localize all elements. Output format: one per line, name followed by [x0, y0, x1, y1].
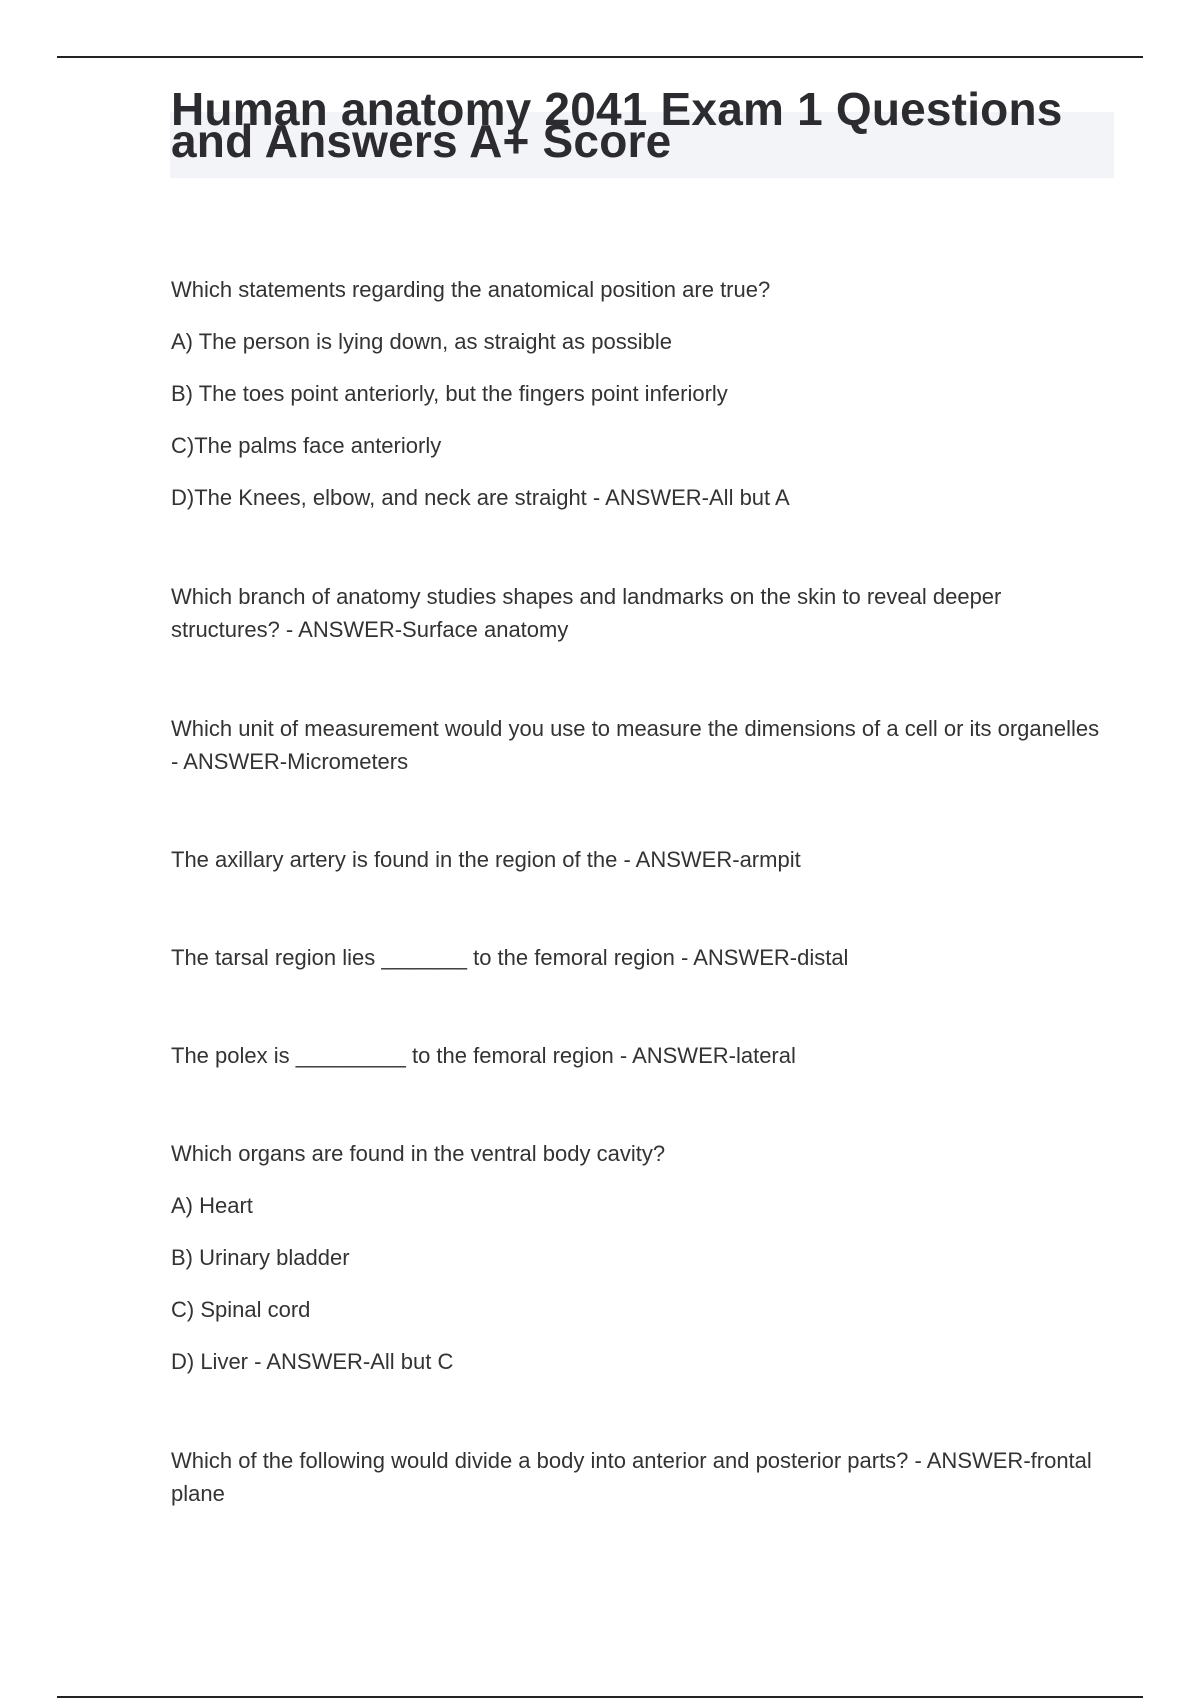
qa-item [171, 1040, 1101, 1072]
question-text: The axillary artery is found in the region of the - ANSWER-armpit [171, 847, 801, 872]
document-title: Human anatomy 2041 Exam 1 Questions and Answers A+ Score [171, 83, 1063, 167]
answer-option: B) Urinary bladder [171, 1245, 350, 1270]
question-text: The tarsal region lies _______ to the femoral region - ANSWER-distal [171, 945, 849, 970]
document-body [171, 274, 1101, 1510]
question-text: Which of the following would divide a body into anterior and posterior parts? - ANSWER-frontal plane [171, 1448, 1092, 1506]
answer-option: A) The person is lying down, as straight as possible [171, 329, 672, 354]
top-rule [57, 56, 1143, 58]
qa-item [171, 1138, 1101, 1378]
qa-item [171, 1444, 1101, 1510]
question-text: Which statements regarding the anatomical position are true? [171, 277, 771, 302]
question-text: Which unit of measurement would you use to measure the dimensions of a cell or its organelles - ANSWER-Micrometers [171, 716, 1100, 774]
bottom-rule [57, 1696, 1143, 1698]
qa-item [171, 942, 1101, 974]
answer-option: B) The toes point anteriorly, but the fingers point inferiorly [171, 381, 728, 406]
question-text: The polex is _________ to the femoral region - ANSWER-lateral [171, 1043, 796, 1068]
answer-option: D)The Knees, elbow, and neck are straight - ANSWER-All but A [171, 485, 790, 510]
qa-item [171, 274, 1101, 514]
answer-option: C) Spinal cord [171, 1297, 311, 1322]
qa-item [171, 580, 1101, 646]
question-text: Which organs are found in the ventral body cavity? [171, 1141, 666, 1166]
qa-item [171, 712, 1101, 778]
answer-option: C)The palms face anteriorly [171, 433, 442, 458]
answer-option: A) Heart [171, 1193, 253, 1218]
question-text: Which branch of anatomy studies shapes and landmarks on the skin to reveal deeper structures? - ANSWER-Surface anatomy [171, 584, 1002, 642]
qa-item [171, 844, 1101, 876]
answer-option: D) Liver - ANSWER-All but C [171, 1349, 454, 1374]
